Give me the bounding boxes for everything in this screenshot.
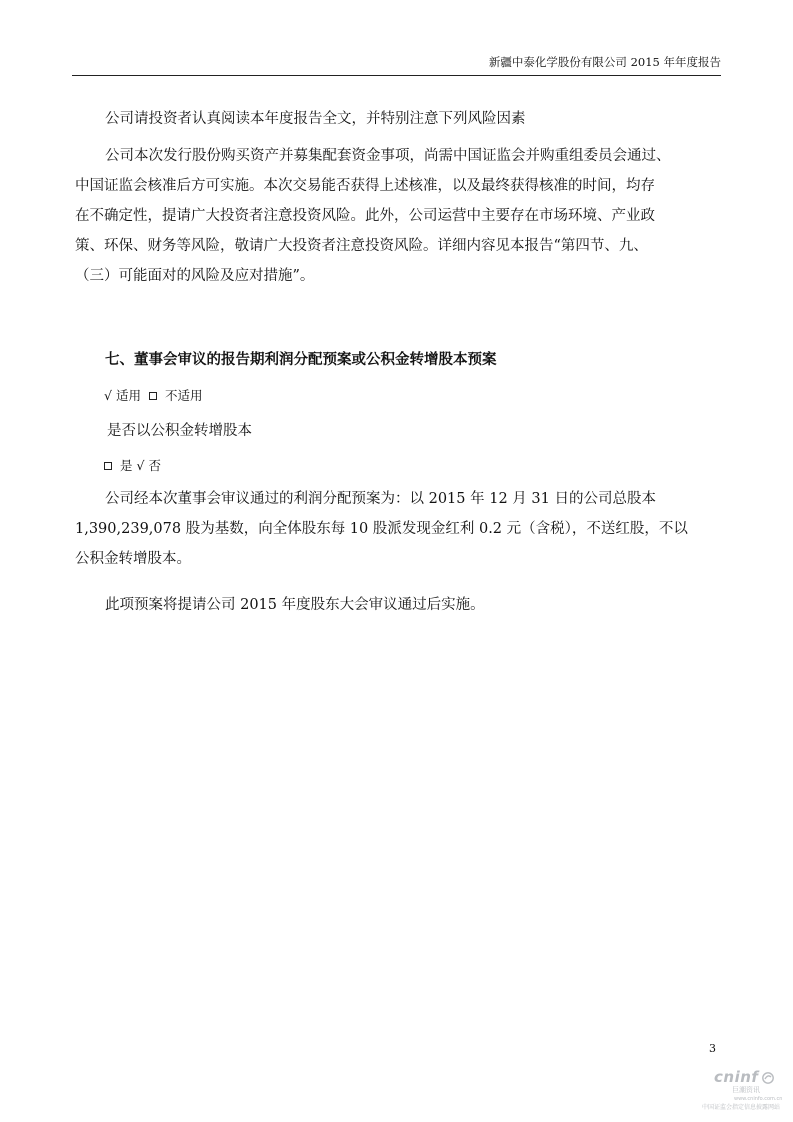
plan-line-3: 公积金转增股本。	[75, 551, 191, 567]
capital-question-text: 是否以公积金转增股本	[107, 423, 252, 439]
yes-label: 是	[119, 458, 133, 473]
watermark-brand: cninf	[714, 1068, 759, 1086]
capital-question	[107, 416, 507, 446]
plan-line-2: 1,390,239,078 股为基数，向全体股东每 10 股派发现金红利 0.2 元（含税），不送红股，不以	[75, 521, 688, 537]
risk-line-3: 在不确定性，提请广大投资者注意投资风险。此外，公司运营中主要存在市场环境、产业政	[75, 208, 655, 224]
implementation-text: 此项预案将提请公司 2015 年度股东大会审议通过后实施。	[105, 597, 485, 613]
risk-line-1: 公司本次发行股份购买资产并募集配套资金事项，尚需中国证监会并购重组委员会通过、	[105, 148, 671, 164]
applicable-check-mark: √	[104, 388, 112, 403]
distribution-plan	[75, 484, 721, 574]
watermark-tag: 中国证监会指定信息披露网站	[702, 1104, 781, 1111]
yes-no-row	[100, 457, 161, 475]
risk-line-2: 中国证监会核准后方可实施。本次交易能否获得上述核准，以及最终获得核准的时间，均存	[75, 178, 655, 194]
implementation-note	[75, 590, 721, 620]
report-title: 新疆中泰化学股份有限公司 2015 年年度报告	[488, 55, 721, 69]
cninfo-logo-icon	[762, 1072, 774, 1084]
watermark-url: www.cninfo.com.cn	[734, 1096, 783, 1102]
risk-intro-text: 公司请投资者认真阅读本年度报告全文，并特别注意下列风险因素	[105, 111, 526, 127]
empty-checkbox-icon	[104, 462, 112, 470]
applicable-label: 适用	[115, 388, 141, 403]
watermark-sub: 巨潮资讯	[732, 1086, 760, 1094]
cninfo-watermark	[700, 1068, 783, 1116]
not-applicable-label: 不适用	[164, 388, 203, 403]
plan-line-1: 公司经本次董事会审议通过的利润分配预案为：以 2015 年 12 月 31 日的公司总股本	[105, 491, 656, 507]
page-number: 3	[709, 1042, 716, 1055]
risk-intro	[75, 104, 721, 134]
page-header	[72, 55, 721, 76]
risk-line-4: 策、环保、财务等风险，敬请广大投资者注意投资风险。详细内容见本报告“第四节、九、	[75, 238, 648, 254]
risk-line-5: （三）可能面对的风险及应对措施”。	[75, 268, 315, 284]
empty-checkbox-icon	[149, 392, 157, 400]
risk-paragraph	[75, 141, 721, 291]
no-label: 否	[148, 458, 161, 473]
section-7-heading: 七、董事会审议的报告期利润分配预案或公积金转增股本预案	[105, 352, 497, 368]
no-check-mark: √	[136, 458, 145, 473]
applicable-row	[104, 387, 202, 405]
